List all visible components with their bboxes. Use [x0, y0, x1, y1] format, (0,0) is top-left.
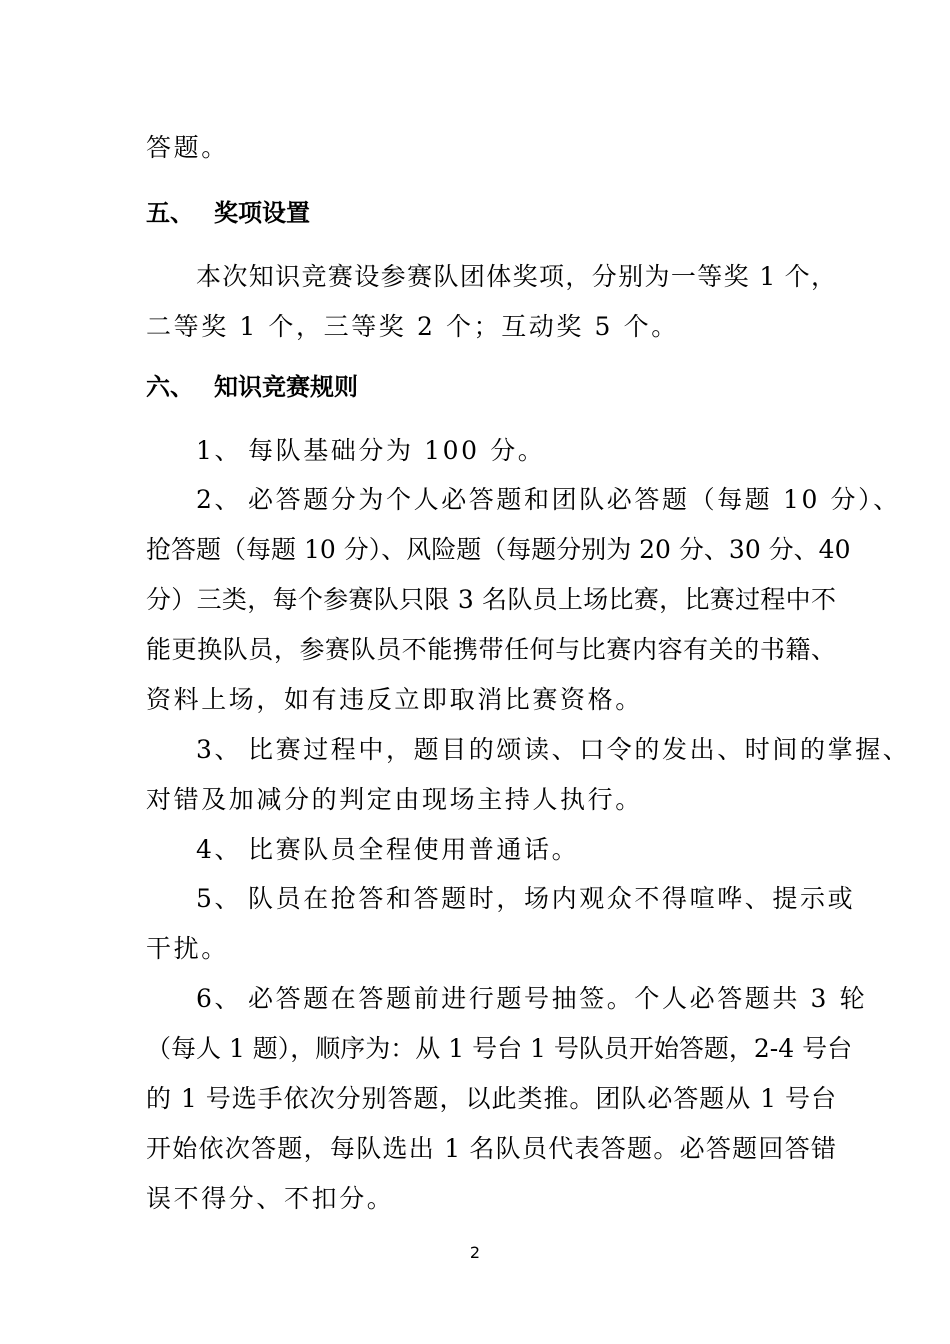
section-title: 奖项设置	[214, 199, 310, 227]
rule-text: 每队基础分为 100 分。	[248, 436, 546, 465]
section-number: 六、	[146, 373, 194, 401]
paragraph-line: 干扰。	[146, 934, 229, 963]
paragraph-line: 误不得分、不扣分。	[146, 1184, 395, 1213]
paragraph-line: 的 1 号选手依次分别答题，以此类推。团队必答题从 1 号台	[146, 1084, 836, 1113]
rule-text: 比赛过程中，题目的颂读、口令的发出、时间的掌握、	[248, 735, 911, 764]
paragraph-line: 对错及加减分的判定由现场主持人执行。	[146, 785, 643, 814]
rule-number: 5、	[196, 884, 243, 913]
rule-text: 比赛队员全程使用普通话。	[248, 835, 580, 864]
rule-item-5	[196, 884, 856, 914]
section-heading-awards	[146, 198, 836, 228]
rule-number: 1、	[196, 436, 243, 465]
rule-item-4	[196, 835, 836, 865]
rule-item-1	[196, 436, 836, 466]
section-heading-rules	[146, 372, 836, 402]
paragraph-line: 答题。	[146, 133, 229, 162]
paragraph-line: 分）三类，每个参赛队只限 3 名队员上场比赛，比赛过程中不	[146, 585, 836, 614]
rule-text: 必答题分为个人必答题和团队必答题（每题 10 分）、	[248, 485, 901, 514]
rule-item-6	[196, 984, 868, 1014]
rule-number: 4、	[196, 835, 243, 864]
paragraph-line: （每人 1 题），顺序为：从 1 号台 1 号队员开始答题，2-4 号台	[146, 1034, 853, 1063]
paragraph-line: 能更换队员，参赛队员不能携带任何与比赛内容有关的书籍、	[146, 635, 836, 664]
section-title: 知识竞赛规则	[214, 373, 358, 401]
rule-item-2	[196, 485, 901, 515]
rule-item-3	[196, 735, 911, 765]
rule-number: 6、	[196, 984, 243, 1013]
paragraph-line: 开始依次答题，每队选出 1 名队员代表答题。必答题回答错	[146, 1134, 836, 1163]
paragraph-line: 资料上场，如有违反立即取消比赛资格。	[146, 685, 643, 714]
section-number: 五、	[146, 199, 194, 227]
page-number: 2	[469, 1243, 481, 1262]
paragraph-line: 抢答题（每题 10 分）、风险题（每题分别为 20 分、30 分、40	[146, 535, 851, 564]
rule-number: 2、	[196, 485, 243, 514]
paragraph-line: 本次知识竞赛设参赛队团体奖项，分别为一等奖 1 个，	[196, 262, 836, 291]
paragraph-line: 二等奖 1 个，三等奖 2 个；互动奖 5 个。	[146, 312, 679, 341]
rule-number: 3、	[196, 735, 243, 764]
rule-text: 队员在抢答和答题时，场内观众不得喧哗、提示或	[248, 884, 856, 913]
rule-text: 必答题在答题前进行题号抽签。个人必答题共 3 轮	[248, 984, 868, 1013]
